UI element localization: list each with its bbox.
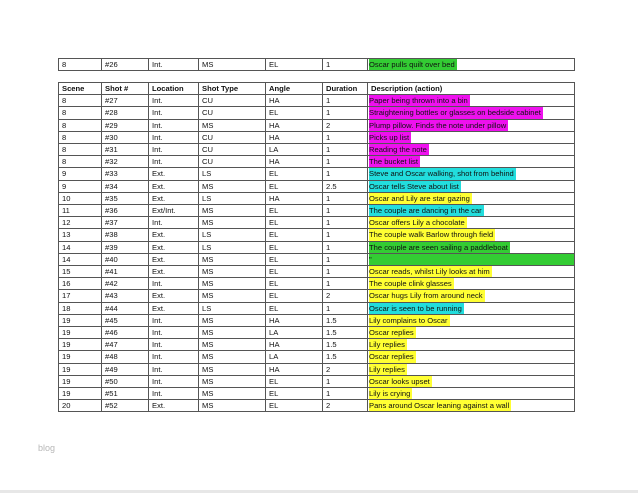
duration-cell: 1 xyxy=(323,168,368,180)
description-cell xyxy=(368,363,575,375)
scene-cell: 15 xyxy=(59,266,102,278)
shot-number-cell: #34 xyxy=(102,180,149,192)
angle-cell: HA xyxy=(266,339,323,351)
shot-number-cell: #31 xyxy=(102,144,149,156)
location-cell: Ext. xyxy=(149,241,199,253)
shot-number-cell: #28 xyxy=(102,107,149,119)
description-highlight: Lily complains to Oscar xyxy=(369,315,448,325)
location-cell: Ext. xyxy=(149,180,199,192)
scene-cell: 19 xyxy=(59,314,102,326)
duration-cell: 1.5 xyxy=(323,339,368,351)
description-highlight: Oscar replies xyxy=(369,328,414,338)
description-highlight: " xyxy=(369,254,574,265)
scene-cell: 8 xyxy=(59,131,102,143)
description-cell xyxy=(368,375,575,387)
shot-type-cell: MS xyxy=(199,388,266,400)
description-highlight: The bucket list xyxy=(369,157,418,167)
shot-type-cell: MS xyxy=(199,351,266,363)
scene-cell: 19 xyxy=(59,388,102,400)
location-cell: Ext/Int. xyxy=(149,205,199,217)
scene-cell: 14 xyxy=(59,241,102,253)
description-highlight: Lily replies xyxy=(369,364,405,374)
angle-cell: EL xyxy=(266,59,323,71)
location-cell: Int. xyxy=(149,156,199,168)
duration-cell: 1.5 xyxy=(323,314,368,326)
description-cell xyxy=(368,59,575,71)
shot-number-cell: #42 xyxy=(102,278,149,290)
location-cell: Int. xyxy=(149,217,199,229)
angle-cell: EL xyxy=(266,205,323,217)
location-cell: Int. xyxy=(149,388,199,400)
duration-cell: 1 xyxy=(323,253,368,265)
scene-cell: 8 xyxy=(59,95,102,107)
duration-cell: 1 xyxy=(323,302,368,314)
table-row xyxy=(59,339,575,351)
shot-number-cell: #30 xyxy=(102,131,149,143)
table-row xyxy=(59,205,575,217)
shot-number-cell: #44 xyxy=(102,302,149,314)
shot-number-cell: #43 xyxy=(102,290,149,302)
shot-type-cell: LS xyxy=(199,229,266,241)
shot-type-cell: MS xyxy=(199,180,266,192)
scene-cell: 8 xyxy=(59,59,102,71)
shot-number-cell: #29 xyxy=(102,119,149,131)
description-cell xyxy=(368,131,575,143)
angle-cell: EL xyxy=(266,168,323,180)
header-description: Description (action) xyxy=(368,83,575,95)
scene-cell: 10 xyxy=(59,192,102,204)
angle-cell: HA xyxy=(266,363,323,375)
shot-type-cell: CU xyxy=(199,144,266,156)
duration-cell: 1 xyxy=(323,266,368,278)
shot-type-cell: MS xyxy=(199,266,266,278)
description-highlight: Oscar pulls quilt over bed xyxy=(369,60,455,69)
shot-number-cell: #46 xyxy=(102,327,149,339)
shot-type-cell: MS xyxy=(199,400,266,412)
duration-cell: 1 xyxy=(323,278,368,290)
angle-cell: EL xyxy=(266,278,323,290)
description-highlight: The couple walk Barlow through field xyxy=(369,230,494,240)
description-cell xyxy=(368,119,575,131)
scene-cell: 13 xyxy=(59,229,102,241)
location-cell: Int. xyxy=(149,95,199,107)
table-row xyxy=(59,400,575,412)
table-row xyxy=(59,314,575,326)
location-cell: Ext. xyxy=(149,400,199,412)
duration-cell: 2 xyxy=(323,400,368,412)
angle-cell: HA xyxy=(266,119,323,131)
description-cell xyxy=(368,107,575,119)
header-scene: Scene xyxy=(59,83,102,95)
description-highlight: Oscar and Lily are star gazing xyxy=(369,193,470,203)
description-highlight: Oscar offers Lily a chocolate xyxy=(369,218,465,228)
shot-number-cell: #26 xyxy=(102,59,149,71)
table-row xyxy=(59,302,575,314)
duration-cell: 1 xyxy=(323,205,368,217)
table-row xyxy=(59,95,575,107)
table-row xyxy=(59,229,575,241)
duration-cell: 1 xyxy=(323,192,368,204)
description-highlight: Oscar hugs Lily from around neck xyxy=(369,291,483,301)
table-row xyxy=(59,241,575,253)
shot-type-cell: MS xyxy=(199,327,266,339)
location-cell: Int. xyxy=(149,59,199,71)
scene-cell: 9 xyxy=(59,168,102,180)
table-row xyxy=(59,131,575,143)
description-cell xyxy=(368,327,575,339)
description-highlight: Pans around Oscar leaning against a wall xyxy=(369,401,510,411)
angle-cell: EL xyxy=(266,253,323,265)
table-row xyxy=(59,363,575,375)
location-cell: Int. xyxy=(149,327,199,339)
shot-type-cell: CU xyxy=(199,156,266,168)
duration-cell: 1 xyxy=(323,156,368,168)
duration-cell: 1 xyxy=(323,229,368,241)
description-highlight: The couple are dancing in the car xyxy=(369,206,482,216)
shot-number-cell: #37 xyxy=(102,217,149,229)
table-row xyxy=(59,119,575,131)
scene-cell: 11 xyxy=(59,205,102,217)
location-cell: Int. xyxy=(149,119,199,131)
duration-cell: 1 xyxy=(323,241,368,253)
header-shot-number: Shot # xyxy=(102,83,149,95)
description-highlight: Lily is crying xyxy=(369,389,411,399)
location-cell: Ext. xyxy=(149,192,199,204)
angle-cell: EL xyxy=(266,388,323,400)
description-highlight: Picks up list xyxy=(369,132,410,142)
table-row xyxy=(59,327,575,339)
description-cell xyxy=(368,253,575,265)
angle-cell: LA xyxy=(266,144,323,156)
shot-type-cell: MS xyxy=(199,119,266,131)
location-cell: Int. xyxy=(149,107,199,119)
shot-type-cell: MS xyxy=(199,314,266,326)
table-row xyxy=(59,107,575,119)
location-cell: Int. xyxy=(149,131,199,143)
shot-type-cell: LS xyxy=(199,241,266,253)
description-cell xyxy=(368,290,575,302)
description-cell xyxy=(368,205,575,217)
table-row xyxy=(59,156,575,168)
shot-number-cell: #52 xyxy=(102,400,149,412)
shot-type-cell: LS xyxy=(199,302,266,314)
scene-cell: 19 xyxy=(59,363,102,375)
angle-cell: EL xyxy=(266,375,323,387)
description-highlight: The couple clink glasses xyxy=(369,279,452,289)
description-cell xyxy=(368,278,575,290)
shot-number-cell: #48 xyxy=(102,351,149,363)
table-row xyxy=(59,266,575,278)
duration-cell: 1 xyxy=(323,131,368,143)
angle-cell: HA xyxy=(266,314,323,326)
shot-type-cell: MS xyxy=(199,59,266,71)
description-cell xyxy=(368,400,575,412)
description-cell xyxy=(368,168,575,180)
scene-cell: 9 xyxy=(59,180,102,192)
description-cell xyxy=(368,339,575,351)
table-row xyxy=(59,168,575,180)
description-cell xyxy=(368,180,575,192)
scene-cell: 19 xyxy=(59,339,102,351)
scene-cell: 8 xyxy=(59,107,102,119)
scene-cell: 8 xyxy=(59,119,102,131)
location-cell: Int. xyxy=(149,314,199,326)
angle-cell: HA xyxy=(266,95,323,107)
shot-number-cell: #50 xyxy=(102,375,149,387)
angle-cell: LA xyxy=(266,327,323,339)
location-cell: Ext. xyxy=(149,229,199,241)
location-cell: Int. xyxy=(149,339,199,351)
description-cell xyxy=(368,217,575,229)
duration-cell: 2.5 xyxy=(323,180,368,192)
duration-cell: 1 xyxy=(323,107,368,119)
shot-type-cell: LS xyxy=(199,168,266,180)
angle-cell: LA xyxy=(266,351,323,363)
description-cell xyxy=(368,144,575,156)
shot-list-continuation-table xyxy=(58,58,575,71)
description-highlight: Reading the note xyxy=(369,145,427,155)
description-highlight: Oscar reads, whilst Lily looks at him xyxy=(369,267,490,277)
shot-type-cell: CU xyxy=(199,95,266,107)
blog-watermark: blog xyxy=(38,443,56,453)
description-highlight: Plump pillow. Finds the note under pillow xyxy=(369,120,507,130)
shot-number-cell: #45 xyxy=(102,314,149,326)
table-row xyxy=(59,278,575,290)
shot-type-cell: CU xyxy=(199,107,266,119)
scene-cell: 14 xyxy=(59,253,102,265)
angle-cell: EL xyxy=(266,302,323,314)
angle-cell: EL xyxy=(266,229,323,241)
location-cell: Int. xyxy=(149,144,199,156)
shot-number-cell: #40 xyxy=(102,253,149,265)
description-highlight: Straightening bottles or glasses on bedside cabinet xyxy=(369,108,541,118)
description-highlight: Oscar is seen to be running xyxy=(369,303,462,313)
description-cell xyxy=(368,241,575,253)
shot-type-cell: MS xyxy=(199,363,266,375)
description-cell xyxy=(368,192,575,204)
duration-cell: 1 xyxy=(323,375,368,387)
table-row xyxy=(59,192,575,204)
duration-cell: 2 xyxy=(323,119,368,131)
shot-number-cell: #38 xyxy=(102,229,149,241)
description-highlight: Oscar looks upset xyxy=(369,376,430,386)
location-cell: Ext. xyxy=(149,168,199,180)
angle-cell: EL xyxy=(266,107,323,119)
scene-cell: 8 xyxy=(59,144,102,156)
shot-type-cell: MS xyxy=(199,253,266,265)
table-row xyxy=(59,388,575,400)
shot-type-cell: MS xyxy=(199,217,266,229)
location-cell: Int. xyxy=(149,351,199,363)
angle-cell: HA xyxy=(266,156,323,168)
angle-cell: HA xyxy=(266,131,323,143)
shot-number-cell: #36 xyxy=(102,205,149,217)
table-row xyxy=(59,59,575,71)
description-cell xyxy=(368,388,575,400)
location-cell: Ext. xyxy=(149,302,199,314)
header-duration: Duration xyxy=(323,83,368,95)
angle-cell: EL xyxy=(266,400,323,412)
shot-number-cell: #51 xyxy=(102,388,149,400)
scene-cell: 12 xyxy=(59,217,102,229)
description-cell xyxy=(368,156,575,168)
table-row xyxy=(59,351,575,363)
location-cell: Ext. xyxy=(149,253,199,265)
shot-number-cell: #47 xyxy=(102,339,149,351)
shot-type-cell: MS xyxy=(199,339,266,351)
duration-cell: 1 xyxy=(323,59,368,71)
scene-cell: 17 xyxy=(59,290,102,302)
shot-number-cell: #35 xyxy=(102,192,149,204)
duration-cell: 1 xyxy=(323,95,368,107)
scene-cell: 19 xyxy=(59,351,102,363)
shot-type-cell: MS xyxy=(199,375,266,387)
angle-cell: HA xyxy=(266,192,323,204)
location-cell: Ext. xyxy=(149,266,199,278)
duration-cell: 1.5 xyxy=(323,351,368,363)
shot-type-cell: MS xyxy=(199,278,266,290)
scene-cell: 16 xyxy=(59,278,102,290)
description-highlight: Oscar tells Steve about list xyxy=(369,181,459,191)
scene-cell: 19 xyxy=(59,327,102,339)
duration-cell: 1 xyxy=(323,144,368,156)
shot-number-cell: #27 xyxy=(102,95,149,107)
header-location: Location xyxy=(149,83,199,95)
description-highlight: Oscar replies xyxy=(369,352,414,362)
table-row xyxy=(59,290,575,302)
location-cell: Int. xyxy=(149,278,199,290)
description-cell xyxy=(368,266,575,278)
location-cell: Int. xyxy=(149,375,199,387)
scene-cell: 18 xyxy=(59,302,102,314)
duration-cell: 2 xyxy=(323,363,368,375)
table-row xyxy=(59,217,575,229)
angle-cell: EL xyxy=(266,180,323,192)
header-shot-type: Shot Type xyxy=(199,83,266,95)
description-highlight: Steve and Oscar walking, shot from behind xyxy=(369,169,514,179)
duration-cell: 1.5 xyxy=(323,327,368,339)
shot-number-cell: #41 xyxy=(102,266,149,278)
description-highlight: Paper being thrown into a bin xyxy=(369,96,468,106)
header-row xyxy=(59,83,575,95)
shot-type-cell: MS xyxy=(199,205,266,217)
duration-cell: 2 xyxy=(323,290,368,302)
shot-number-cell: #39 xyxy=(102,241,149,253)
duration-cell: 1 xyxy=(323,217,368,229)
header-angle: Angle xyxy=(266,83,323,95)
description-cell xyxy=(368,314,575,326)
description-cell xyxy=(368,229,575,241)
angle-cell: EL xyxy=(266,290,323,302)
angle-cell: EL xyxy=(266,266,323,278)
angle-cell: EL xyxy=(266,217,323,229)
description-cell xyxy=(368,351,575,363)
table-row xyxy=(59,375,575,387)
shot-type-cell: MS xyxy=(199,290,266,302)
location-cell: Ext. xyxy=(149,290,199,302)
angle-cell: EL xyxy=(266,241,323,253)
description-cell xyxy=(368,302,575,314)
location-cell: Int. xyxy=(149,363,199,375)
description-highlight: The couple are seen sailing a paddleboat xyxy=(369,242,508,252)
shot-list-table xyxy=(58,82,575,412)
table-row xyxy=(59,144,575,156)
table-row xyxy=(59,253,575,265)
scene-cell: 20 xyxy=(59,400,102,412)
description-highlight: Lily replies xyxy=(369,340,405,350)
shot-number-cell: #33 xyxy=(102,168,149,180)
scene-cell: 19 xyxy=(59,375,102,387)
table-row xyxy=(59,180,575,192)
shot-number-cell: #32 xyxy=(102,156,149,168)
description-cell xyxy=(368,95,575,107)
scene-cell: 8 xyxy=(59,156,102,168)
shot-type-cell: CU xyxy=(199,131,266,143)
shot-number-cell: #49 xyxy=(102,363,149,375)
duration-cell: 1 xyxy=(323,388,368,400)
shot-type-cell: LS xyxy=(199,192,266,204)
